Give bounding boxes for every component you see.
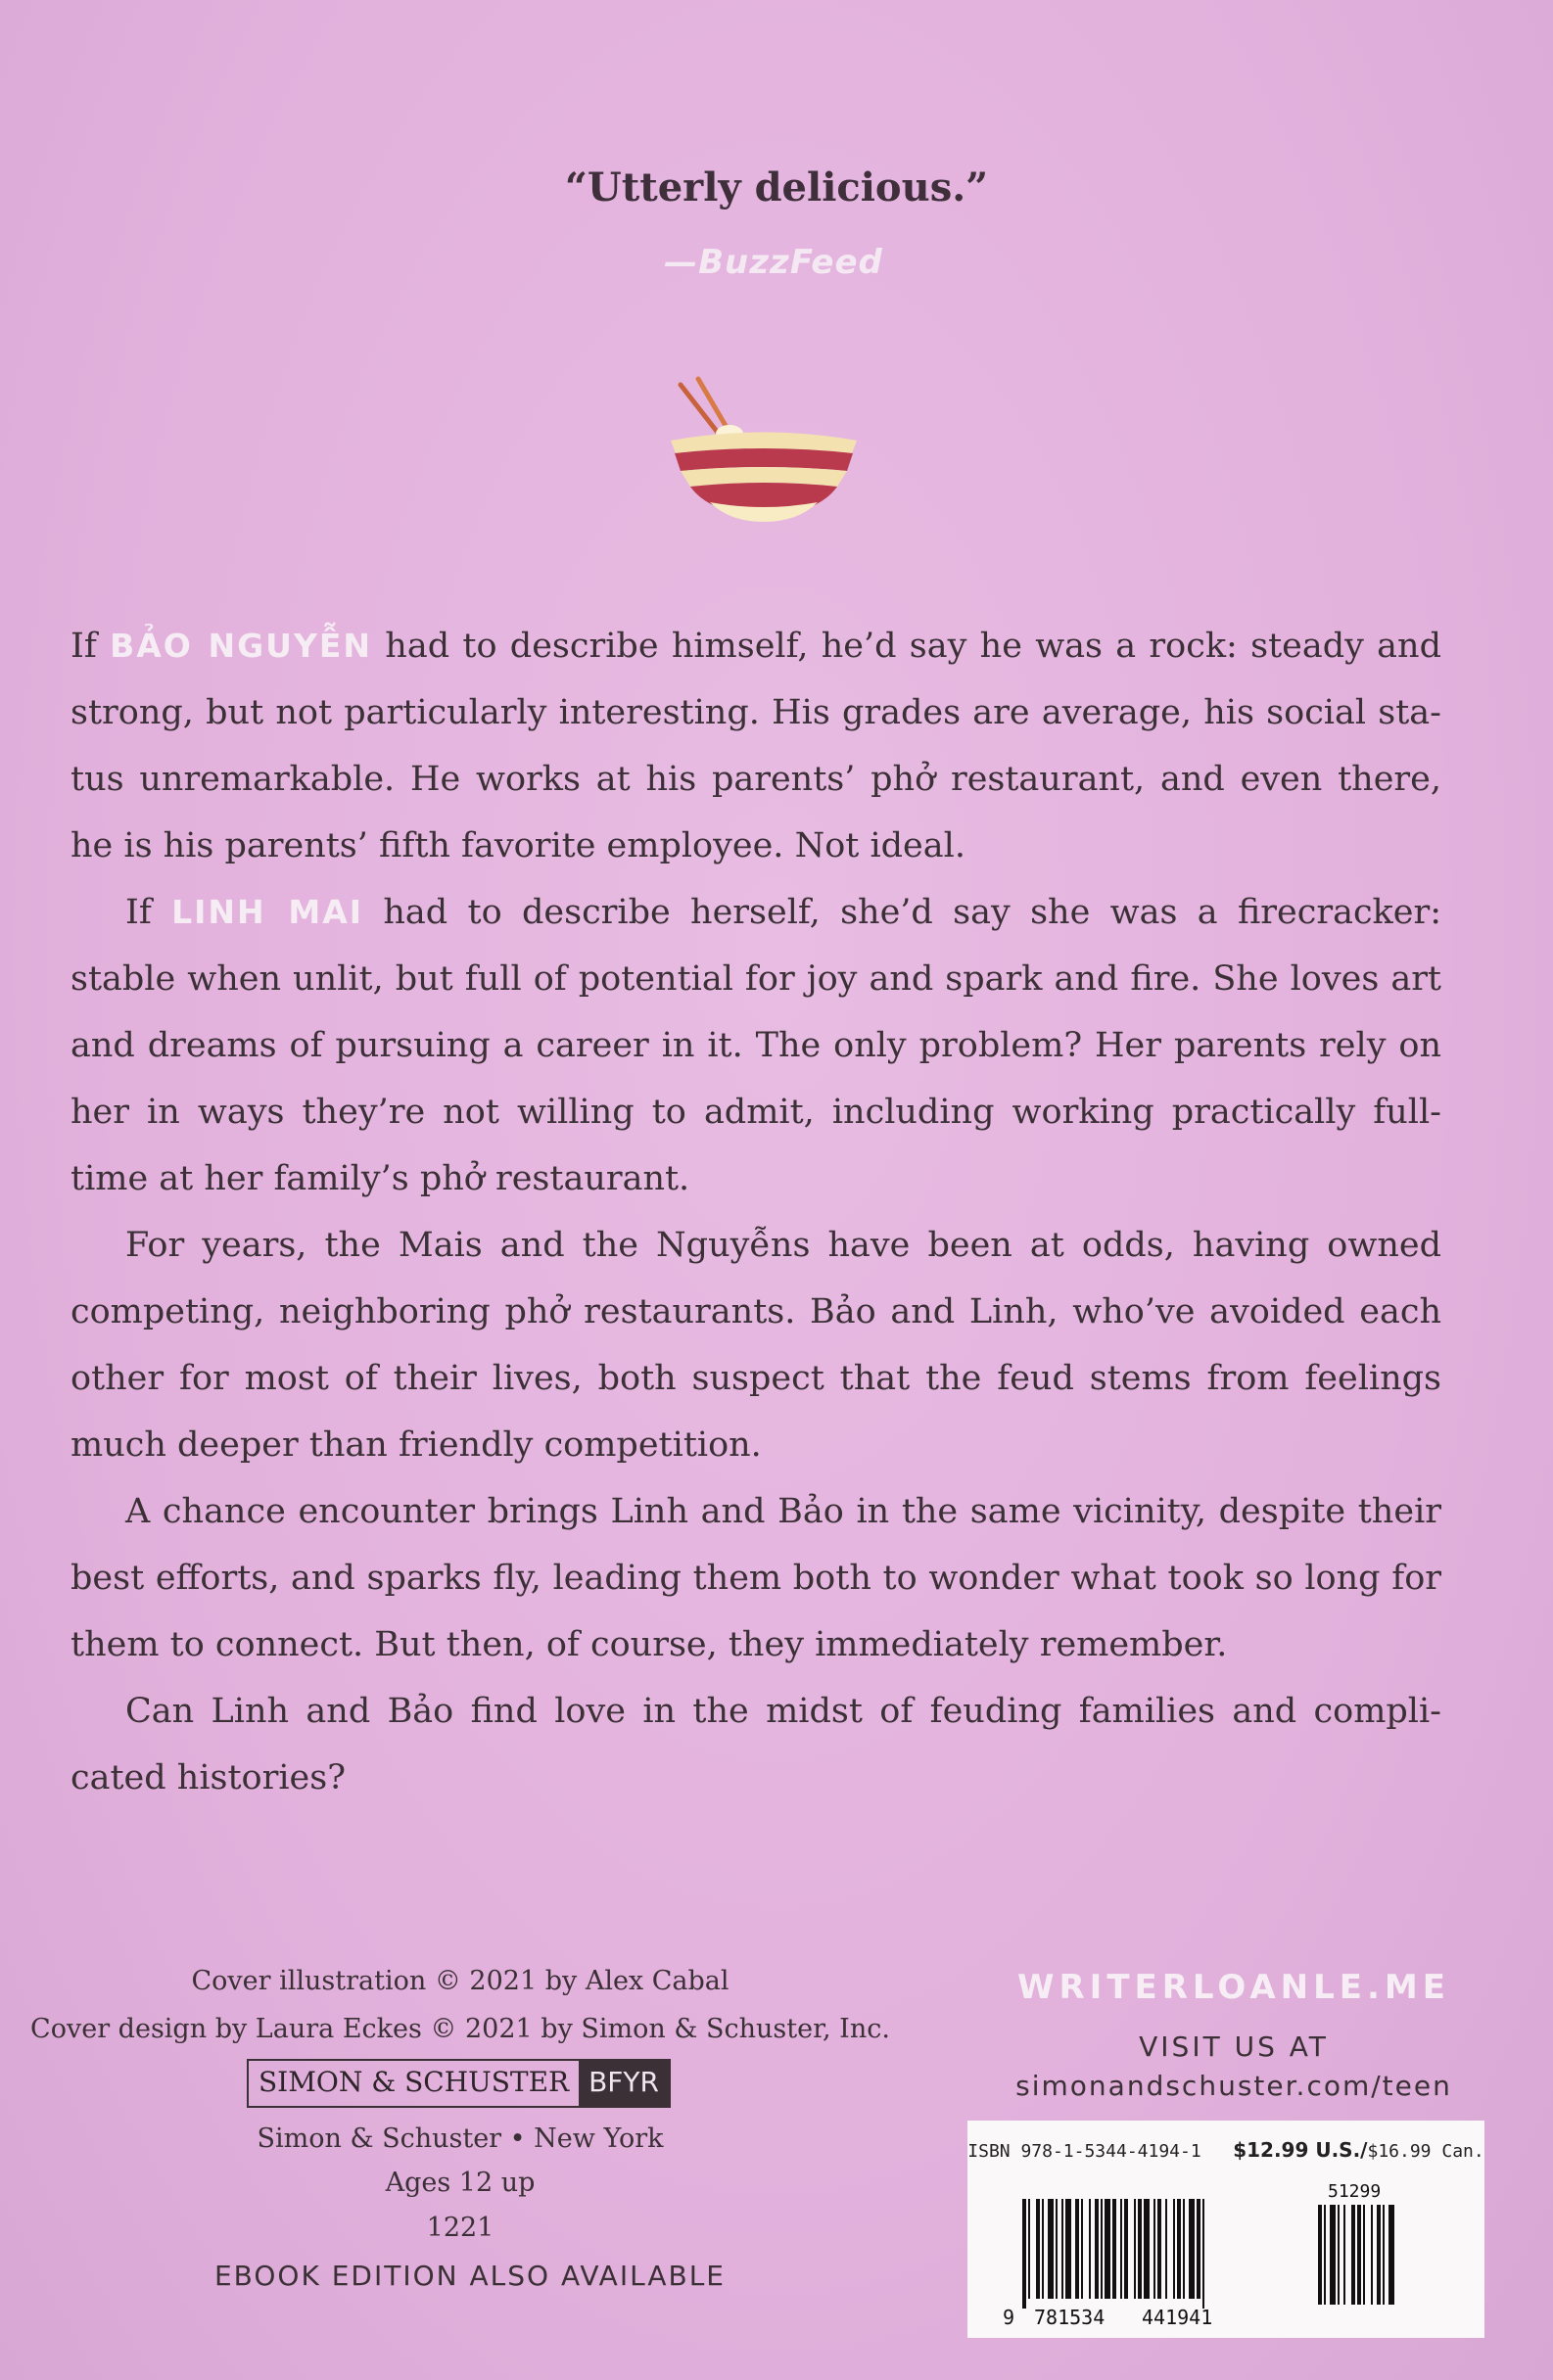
author-website-link[interactable]: WRITERLOANLE.ME — [1016, 1968, 1450, 2007]
publisher-logo-imprint: BFYR — [579, 2061, 669, 2106]
blurb-text: If — [125, 893, 172, 932]
blurb-paragraph-linh — [71, 879, 1441, 1212]
character-name-bao: BẢO NGUYỄN — [110, 627, 373, 665]
blurb-text: had to describe himself, he’d say he was a rock: steady and strong, but not particularly interesting. His grades are average, his social status unremarkable. He works at his parents’ phở restaurant, and even there, he is his parents’ fifth favorite employee. Not ideal. — [71, 627, 1441, 865]
barcode — [1005, 2181, 1455, 2328]
barcode-lead-digit: 9 — [1003, 2306, 1015, 2329]
character-name-linh: LINH MAI — [171, 893, 364, 931]
price-can: $16.99 Can. — [1367, 2141, 1484, 2162]
barcode-left-digits: 781534 — [1034, 2306, 1106, 2329]
blurb-text: had to describe herself, she’d say she was a firecracker: stable when unlit, but full of potential for joy and spark and fire. She loves art and dreams of pursuing a career in it. The only problem? Her parents rely on her in ways they’re not willing to admit, including working practically full-time at her family’s phở restaurant. — [71, 893, 1441, 1198]
barcode-panel — [967, 2121, 1484, 2338]
isbn-price-line — [967, 2138, 1484, 2162]
barcode-right-digits: 441941 — [1142, 2306, 1213, 2329]
publisher-website-link[interactable]: simonandschuster.com/teen — [1015, 2070, 1452, 2102]
barcode-bars-main — [1022, 2199, 1204, 2309]
review-source: —BuzzFeed — [664, 243, 883, 282]
barcode-supplement-digits: 51299 — [1328, 2181, 1382, 2202]
blurb-text: If — [71, 627, 111, 666]
print-code: 1221 — [426, 2213, 494, 2243]
blurb-paragraph-feud: For years, the Mais and the Nguyễns have been at odds, having owned competing, neighboring phở restaurants. Bảo and Linh, who’ve avoided each other for most of their lives, both suspect that the feud stems from feelings much deeper than friendly competition. — [71, 1226, 1441, 1465]
price-us: $12.99 U.S./ — [1233, 2138, 1368, 2162]
publisher-logo — [247, 2059, 671, 2108]
pho-bowl-icon — [661, 377, 867, 524]
age-range: Ages 12 up — [385, 2168, 536, 2198]
visit-label: VISIT US AT — [1139, 2030, 1329, 2063]
blurb-paragraph-bao — [71, 613, 1441, 879]
design-credit: Cover design by Laura Eckes © 2021 by Simon & Schuster, Inc. — [30, 2014, 890, 2044]
publisher-logo-main: SIMON & SCHUSTER — [259, 2066, 570, 2098]
illustration-credit: Cover illustration © 2021 by Alex Cabal — [191, 1966, 729, 1996]
publisher-location: Simon & Schuster • New York — [257, 2123, 664, 2154]
review-quote: “Utterly delicious.” — [564, 164, 989, 210]
book-blurb — [71, 613, 1441, 1811]
barcode-bars-supplement — [1318, 2205, 1394, 2305]
blurb-paragraph-question: Can Linh and Bảo find love in the midst of feuding families and complicated histories? — [71, 1692, 1441, 1797]
blurb-paragraph-encounter: A chance encounter brings Linh and Bảo in the same vicinity, despite their best efforts, and sparks fly, leading them both to wonder what took so long for them to connect. But then, of course, they immediately remember. — [71, 1492, 1441, 1664]
isbn-number: ISBN 978-1-5344-4194-1 — [967, 2141, 1201, 2162]
ebook-notice: EBOOK EDITION ALSO AVAILABLE — [213, 2260, 726, 2292]
